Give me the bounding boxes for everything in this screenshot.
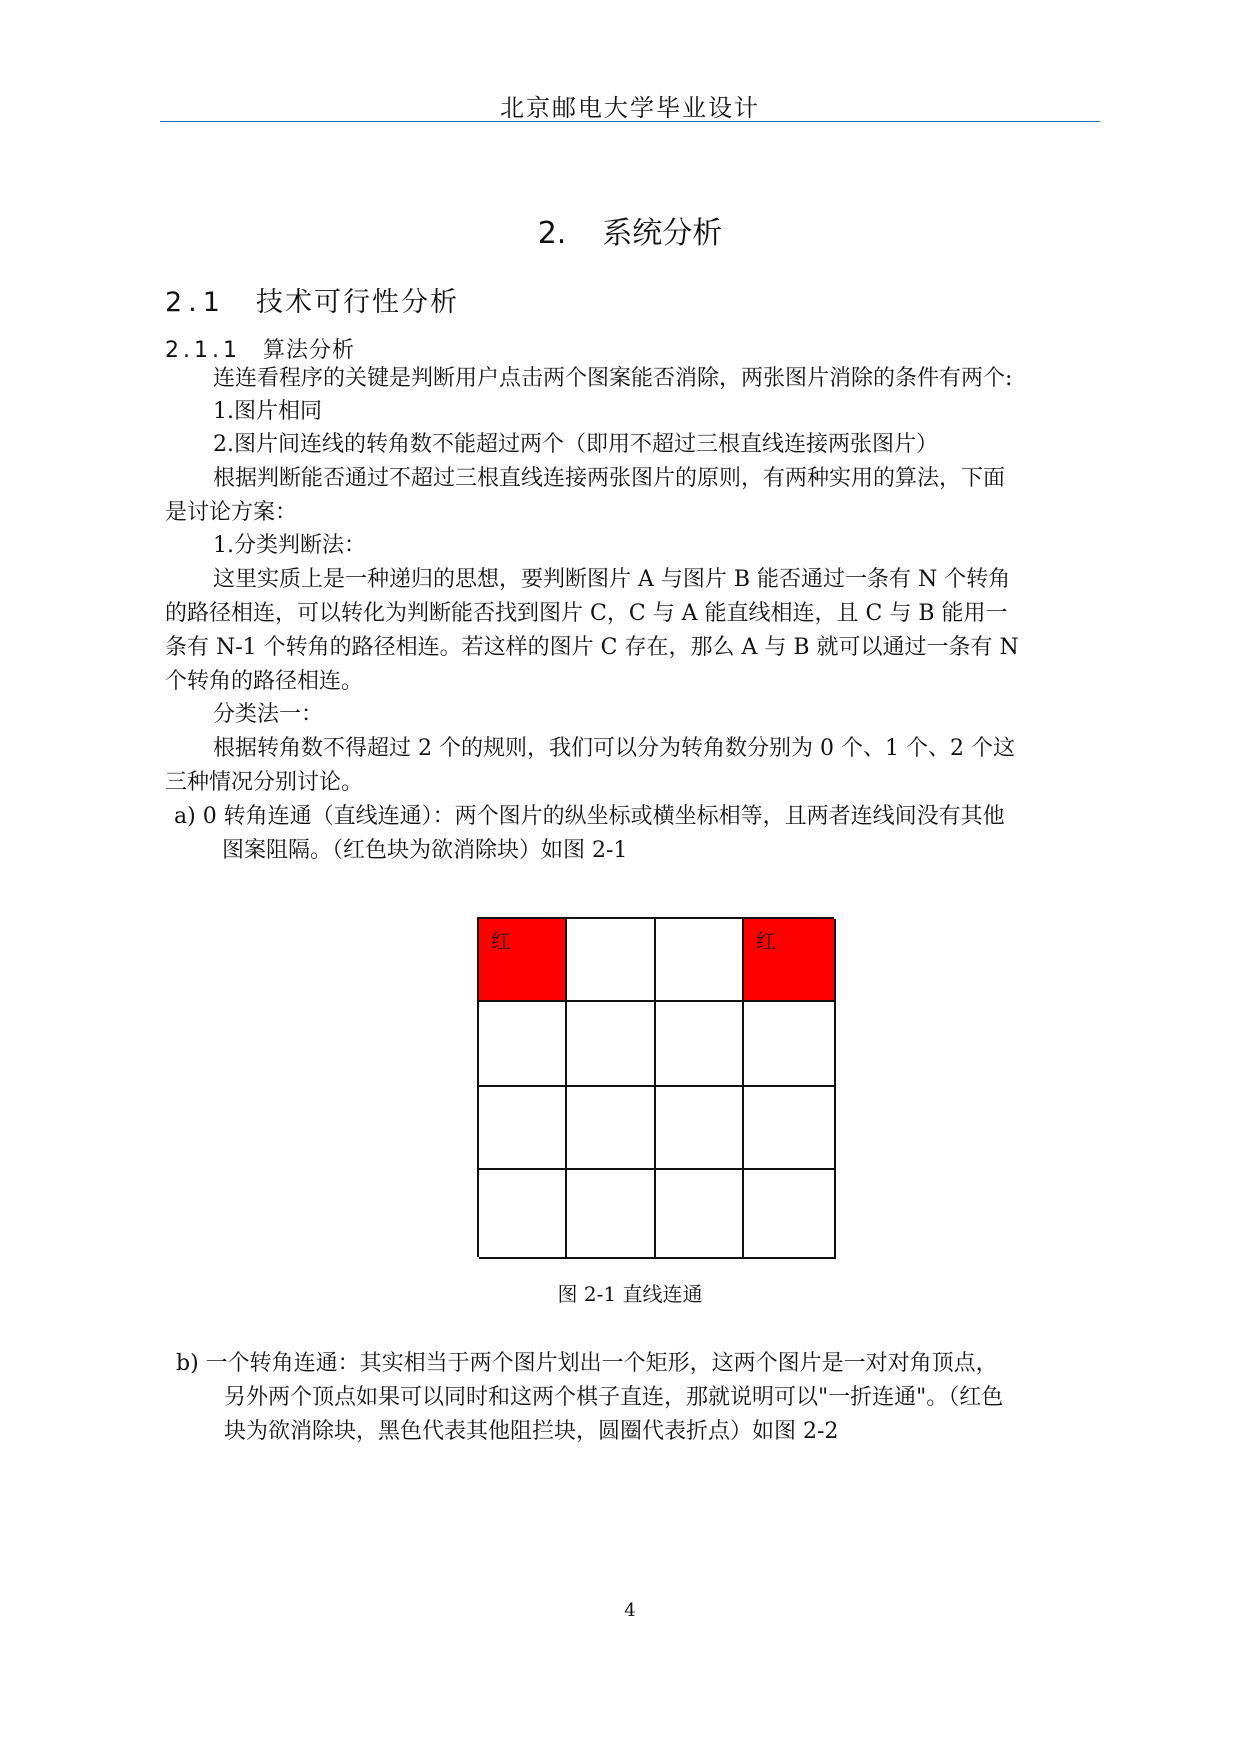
section-heading [165,280,459,319]
body-line: 是讨论方案： [165,500,298,525]
body-line: 1.图片相同 [213,399,322,424]
chapter-title: 系统分析 [602,216,723,251]
grid-cell [656,1087,744,1170]
list-item-b: b) 一个转角连通：其实相当于两个图片划出一个矩形，这两个图片是一对对角顶点， [176,1351,998,1376]
body-line: 条有 N-1 个转角的路径相连。若这样的图片 C 存在，那么 A 与 B 就可以通过一条有 N [165,635,1019,660]
list-item-b-continued: 另外两个顶点如果可以同时和这两个棋子直连，那就说明可以"一折连通"。（红色 [224,1385,1004,1410]
grid-cell [479,1002,567,1087]
section-number: 2.1 [165,287,226,318]
grid-cell [656,1002,744,1087]
body-line: 三种情况分别讨论。 [165,770,364,795]
list-item-a-continued: 图案阻隔。（红色块为欲消除块）如图 2-1 [222,838,628,863]
grid-cell [567,1170,656,1259]
grid-cell [744,1087,836,1170]
body-line: 1.分类判断法： [213,533,366,558]
grid-cell-red: 红 [479,919,567,1002]
page-number: 4 [624,1600,636,1621]
body-line: 的路径相连，可以转化为判断能否找到图片 C，C 与 A 能直线相连，且 C 与 B 能用一 [165,601,1008,626]
body-line: 连连看程序的关键是判断用户点击两个图案能否消除，两张图片消除的条件有两个: [213,366,1013,391]
grid-cell [567,1002,656,1087]
figure-grid [477,917,834,1257]
grid-cell [479,1087,567,1170]
grid-cell [744,1002,836,1087]
body-line: 个转角的路径相连。 [165,669,364,694]
grid-cell-red: 红 [744,919,836,1002]
grid-cell [744,1170,836,1259]
subsection-title: 算法分析 [262,338,355,363]
figure-caption: 图 2-1 直线连通 [557,1282,703,1306]
list-item-a: a) 0 转角连通（直线连通）：两个图片的纵坐标或横坐标相等，且两者连线间没有其他 [174,804,1005,829]
grid-cell [656,1170,744,1259]
body-line: 2.图片间连线的转角数不能超过两个（即用不超过三根直线连接两张图片） [213,432,938,457]
grid-cell [479,1170,567,1259]
body-line: 这里实质上是一种递归的思想，要判断图片 A 与图片 B 能否通过一条有 N 个转角 [213,567,1011,592]
subsection-heading [165,333,355,364]
chapter-number: 2. [537,216,567,251]
body-line: 分类法一： [213,702,324,727]
chapter-heading [160,208,1100,252]
section-title: 技术可行性分析 [255,287,459,318]
subsection-number: 2.1.1 [165,338,241,363]
grid-cell [567,1087,656,1170]
grid-cell [656,919,744,1002]
body-line: 根据转角数不得超过 2 个的规则，我们可以分为转角数分别为 0 个、1 个、2 个这 [213,736,1015,761]
page-header: 北京邮电大学毕业设计 [500,94,760,122]
header-rule [160,121,1100,122]
list-item-b-continued: 块为欲消除块，黑色代表其他阻拦块，圆圈代表折点）如图 2-2 [224,1419,839,1444]
body-line: 根据判断能否通过不超过三根直线连接两张图片的原则，有两种实用的算法，下面 [213,466,1006,491]
grid-cell [567,919,656,1002]
